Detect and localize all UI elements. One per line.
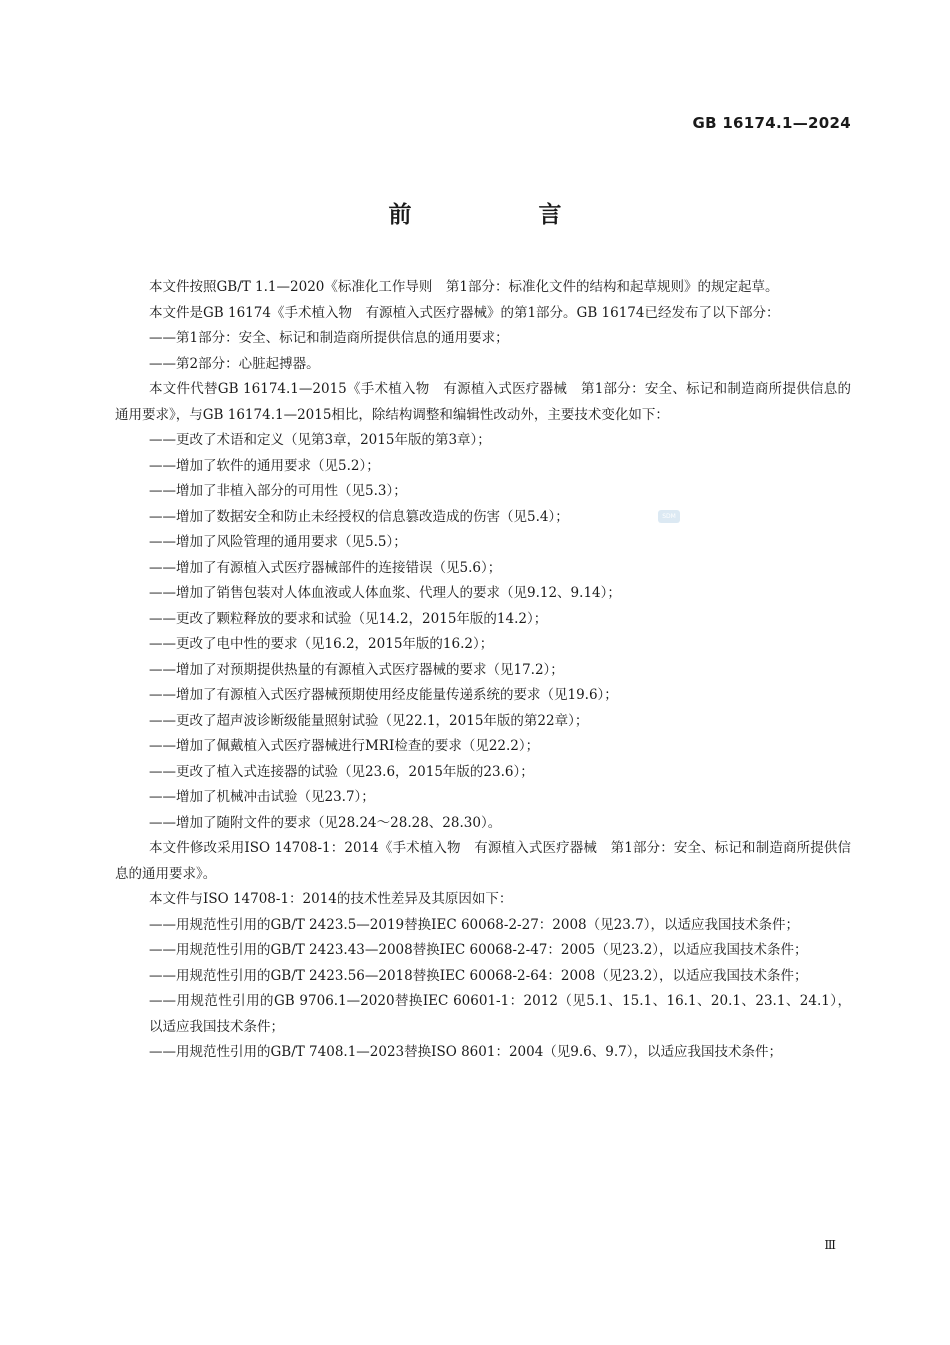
list-item: ——增加了非植入部分的可用性（见5.3）； xyxy=(149,483,407,499)
list-item: ——第1部分：安全、标记和制造商所提供信息的通用要求； xyxy=(149,330,509,346)
list-item: ——增加了机械冲击试验（见23.7）； xyxy=(149,789,375,805)
list-item: ——更改了术语和定义（见第3章，2015年版的第3章）； xyxy=(149,432,491,448)
list-item: ——增加了对预期提供热量的有源植入式医疗器械的要求（见17.2）； xyxy=(149,661,564,678)
watermark-stamp: SDM xyxy=(658,510,680,523)
page-number: Ⅲ xyxy=(824,1238,836,1252)
page-title: 前 言 xyxy=(388,202,614,228)
list-item: ——用规范性引用的GB 9706.1—2020替换IEC 60601-1：2012（见5.1、15.1、16.1、20.1、23.1、24.1），以适应我国技术条件； xyxy=(149,993,851,1035)
list-item: ——用规范性引用的GB/T 7408.1—2023替换ISO 8601：2004（见9.6、9.7），以适应我国技术条件； xyxy=(149,1044,782,1060)
paragraph-series-parts: 本文件是GB 16174《手术植入物 有源植入式医疗器械》的第1部分。GB 16174已经发布了以下部分： xyxy=(149,304,780,321)
list-item: ——增加了数据安全和防止未经授权的信息篡改造成的伤害（见5.4）； xyxy=(149,508,569,525)
list-item: ——更改了电中性的要求（见16.2，2015年版的16.2）； xyxy=(149,636,494,652)
list-item: ——增加了佩戴植入式医疗器械进行MRI检查的要求（见22.2）； xyxy=(149,738,540,754)
standard-number: GB 16174.1—2024 xyxy=(692,114,851,132)
list-item: ——增加了有源植入式医疗器械部件的连接错误（见5.6）； xyxy=(149,559,502,576)
list-item: ——增加了销售包装对人体血液或人体血浆、代理人的要求（见9.12、9.14）； xyxy=(149,585,621,601)
list-item: ——用规范性引用的GB/T 2423.43—2008替换IEC 60068-2-47：2005（见23.2），以适应我国技术条件； xyxy=(149,942,808,958)
list-item: ——增加了有源植入式医疗器械预期使用经皮能量传递系统的要求（见19.6）； xyxy=(149,687,618,703)
paragraph-differences: 本文件与ISO 14708-1：2014的技术性差异及其原因如下： xyxy=(149,891,513,907)
list-item: ——增加了随附文件的要求（见28.24～28.28、28.30）。 xyxy=(149,814,502,831)
list-item: ——用规范性引用的GB/T 2423.56—2018替换IEC 60068-2-64：2008（见23.2），以适应我国技术条件； xyxy=(149,967,808,984)
list-item: ——用规范性引用的GB/T 2423.5—2019替换IEC 60068-2-27：2008（见23.7），以适应我国技术条件； xyxy=(149,916,799,933)
list-item: ——第2部分：心脏起搏器。 xyxy=(149,355,320,372)
list-item: ——增加了软件的通用要求（见5.2）； xyxy=(149,457,380,474)
list-item: ——更改了植入式连接器的试验（见23.6，2015年版的23.6）； xyxy=(149,763,534,780)
list-item: ——增加了风险管理的通用要求（见5.5）； xyxy=(149,534,407,550)
list-item: ——更改了超声波诊断级能量照射试验（见22.1，2015年版的第22章）； xyxy=(149,712,589,729)
paragraph-replacement: 本文件代替GB 16174.1—2015《手术植入物 有源植入式医疗器械 第1部分：安全、标记和制造商所提供信息的通用要求》，与GB 16174.1—2015相比，除结构调整和编辑性改动外，主要技术变化如下： xyxy=(115,381,851,423)
paragraph-adoption: 本文件修改采用ISO 14708-1：2014《手术植入物 有源植入式医疗器械 第1部分：安全、标记和制造商所提供信息的通用要求》。 xyxy=(115,840,851,882)
paragraph-drafting-rules: 本文件按照GB/T 1.1—2020《标准化工作导则 第1部分：标准化文件的结构和起草规则》的规定起草。 xyxy=(149,279,779,295)
foreword-body xyxy=(115,275,851,1066)
list-item: ——更改了颗粒释放的要求和试验（见14.2，2015年版的14.2）； xyxy=(149,610,548,627)
